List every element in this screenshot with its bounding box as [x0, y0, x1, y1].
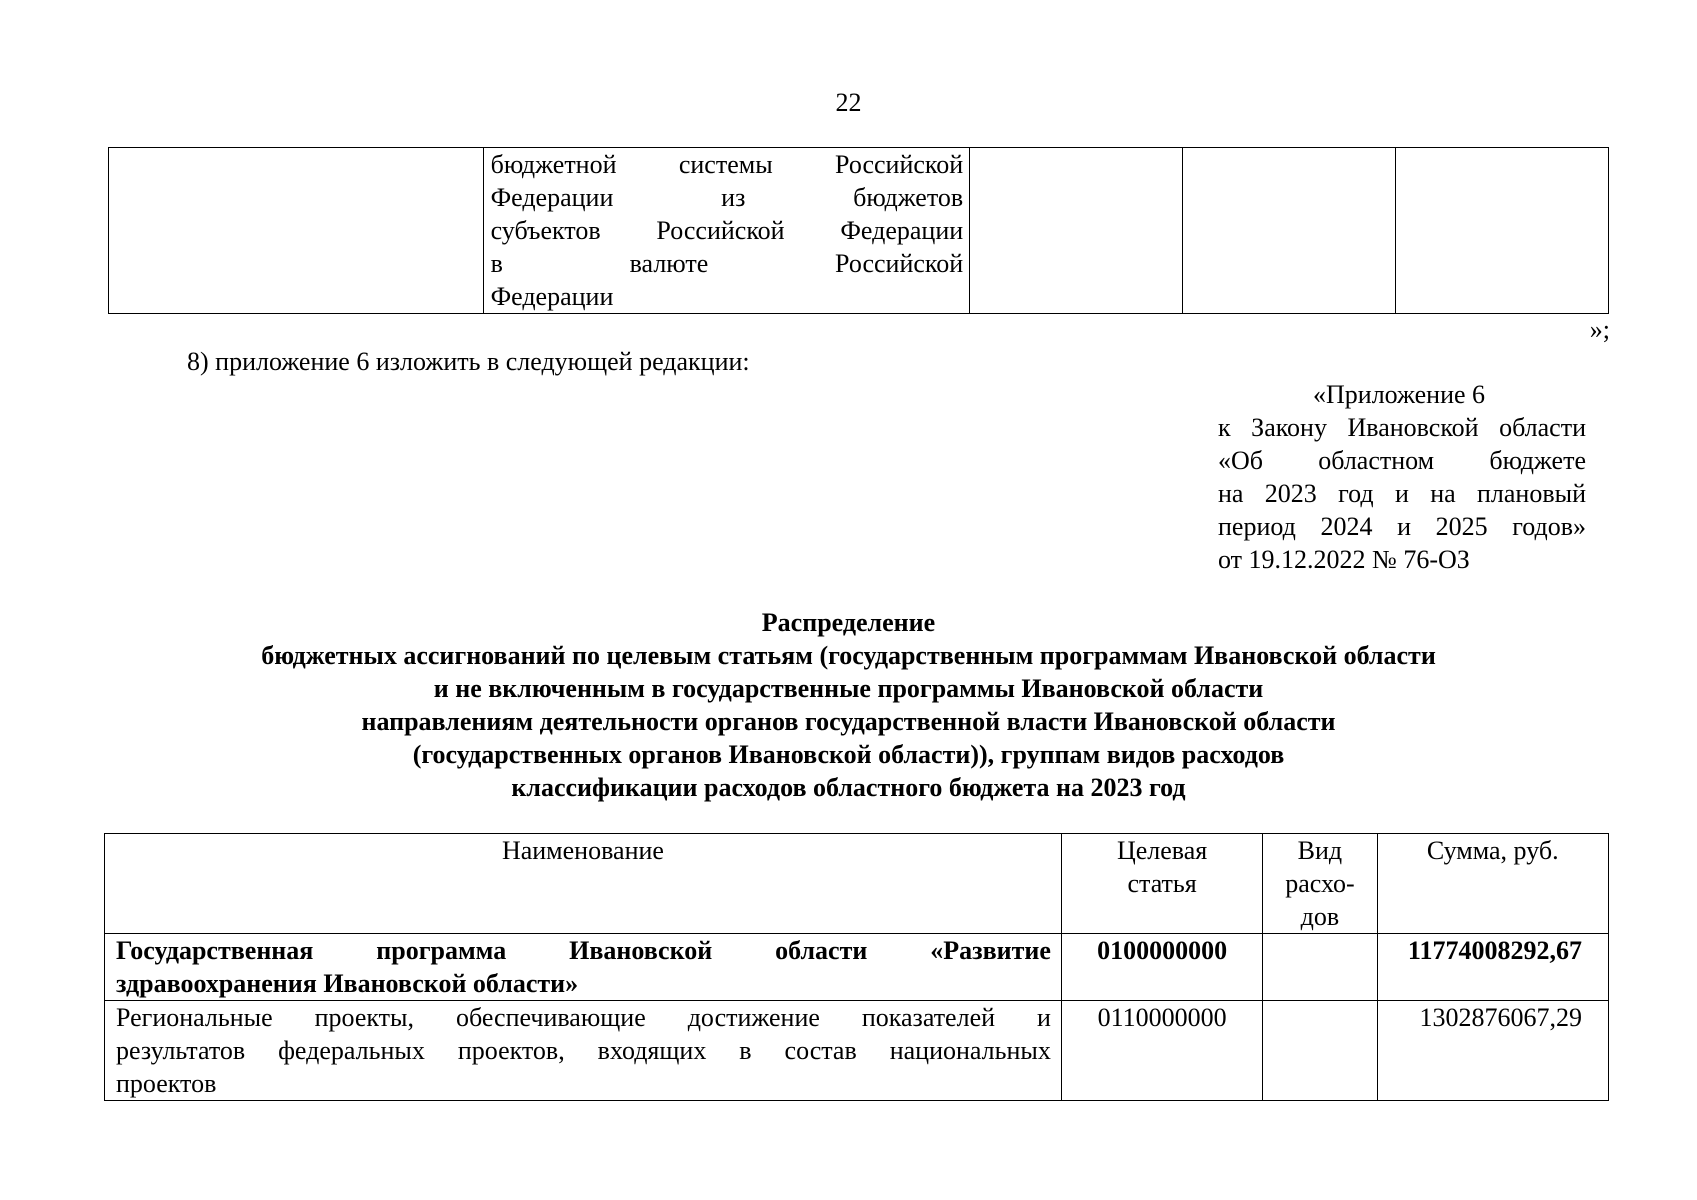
row-target-article: 0100000000 — [1061, 934, 1262, 1001]
row-name-line: Государственная программа Ивановской области «Развитие — [116, 936, 1051, 965]
row-expense-type — [1263, 1001, 1377, 1101]
header-sum: Сумма, руб. — [1377, 834, 1608, 934]
row-target-article: 0110000000 — [1061, 1001, 1262, 1101]
row-expense-type — [1263, 934, 1377, 1001]
appendix-line: к Закону Ивановской области — [1218, 413, 1586, 442]
description-line: Федерации — [490, 282, 614, 311]
row-name-line: Региональные проекты, обеспечивающие достижение показателей и — [116, 1003, 1051, 1032]
header-line: расхо- — [1285, 869, 1355, 898]
title-line: и не включенным в государственные программы Ивановской области — [433, 674, 1264, 703]
document-title — [0, 606, 1697, 804]
row-name — [105, 934, 1062, 1001]
page-number: 22 — [835, 88, 862, 117]
appendix-line: «Об областном бюджете — [1218, 446, 1586, 475]
row-name-line: результатов федеральных проектов, входящих в состав национальных — [116, 1036, 1051, 1065]
header-line: Целевая — [1116, 836, 1208, 865]
appendix-line: «Приложение 6 — [1313, 380, 1486, 409]
empty-cell — [109, 148, 484, 314]
amendment-instruction: 8) приложение 6 изложить в следующей редакции: — [187, 347, 750, 376]
row-sum: 1302876067,29 — [1377, 1001, 1608, 1101]
appendix-line: от 19.12.2022 № 76-ОЗ — [1218, 545, 1470, 574]
continuation-table — [108, 147, 1609, 314]
budget-allocation-table — [104, 833, 1609, 1101]
row-sum: 11774008292,67 — [1377, 934, 1608, 1001]
description-line: субъектов Российской Федерации — [490, 216, 964, 245]
table-row — [105, 934, 1609, 1001]
row-name-line: проектов — [116, 1069, 217, 1098]
appendix-line: период 2024 и 2025 годов» — [1218, 512, 1586, 541]
appendix-line: на 2023 год и на плановый — [1218, 479, 1586, 508]
row-name-line: здравоохранения Ивановской области» — [116, 969, 579, 998]
empty-cell — [1396, 148, 1609, 314]
table-row — [105, 1001, 1609, 1101]
appendix-reference — [1218, 378, 1586, 576]
title-line: направлениям деятельности органов государственной власти Ивановской области — [361, 707, 1336, 736]
row-name — [105, 1001, 1062, 1101]
closing-quote: »; — [1589, 315, 1610, 344]
title-line: Распределение — [761, 608, 936, 637]
description-cell — [483, 148, 970, 314]
header-name: Наименование — [105, 834, 1062, 934]
title-line: классификации расходов областного бюджета на 2023 год — [511, 773, 1186, 802]
description-line: в валюте Российской — [490, 249, 964, 278]
empty-cell — [970, 148, 1183, 314]
table-header-row — [105, 834, 1609, 934]
header-line: дов — [1300, 902, 1340, 931]
description-line: бюджетной системы Российской — [490, 150, 964, 179]
header-line: Вид — [1297, 836, 1343, 865]
header-target-article — [1061, 834, 1262, 934]
table-row — [109, 148, 1609, 314]
empty-cell — [1183, 148, 1396, 314]
header-line: статья — [1127, 869, 1197, 898]
header-expense-type — [1263, 834, 1377, 934]
title-line: бюджетных ассигнований по целевым статьям (государственным программам Ивановской области — [261, 641, 1436, 670]
title-line: (государственных органов Ивановской области)), группам видов расходов — [412, 740, 1285, 769]
description-line: Федерации из бюджетов — [490, 183, 964, 212]
